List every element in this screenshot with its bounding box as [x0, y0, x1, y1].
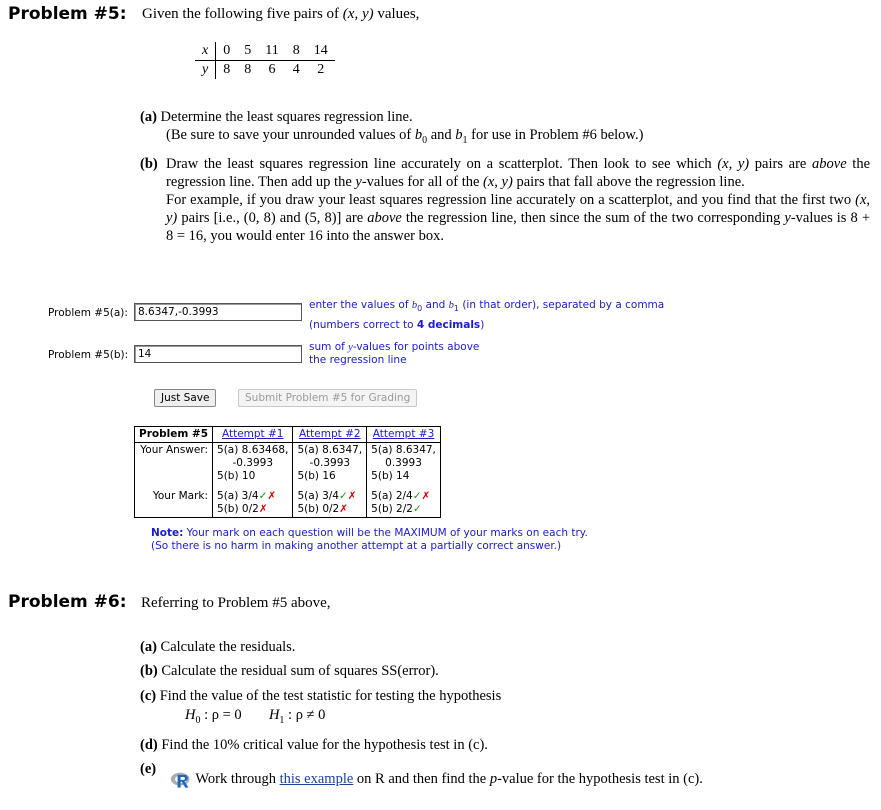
- attempts-note: Note: Your mark on each question will be the MAXIMUM of your marks on each try. (So there is no harm in making another attempt at a partially correct answer.): [151, 527, 588, 552]
- answer-5a-label: Problem #5(a):: [48, 307, 128, 319]
- problem-6-part-a: (a) Calculate the residuals.: [140, 639, 296, 655]
- cross-icon: ✗: [421, 490, 431, 502]
- your-mark-label: Your Mark:: [152, 490, 209, 502]
- r-logo-icon: [170, 771, 192, 789]
- problem-6-heading: Problem #6:: [8, 592, 127, 612]
- problem-6-part-b: (b) Calculate the residual sum of squares SS(error).: [140, 663, 439, 679]
- y-value: 4: [292, 62, 300, 77]
- problem-5-heading: Problem #5:: [8, 4, 127, 24]
- xy-values-table: [195, 42, 335, 79]
- problem-6-part-e-label: (e): [140, 761, 157, 777]
- problem-5-part-b: (b) Draw the least squares regression line accurately on a scatterplot. Then look to see which (x, y) pairs are above the regression line. Then add up the y-values for all of the (x, y) pairs that fall above the regression line. For example, if you draw your least squares regression line accurately on a scatterplot, and you find that the first two (x, y) pairs [i.e., (0, 8) and (5, 8)] are above the regression line, then since the sum of the two corresponding y-values is 8 + 8 = 16, you would enter 16 into the answer box.: [140, 156, 871, 244]
- attempt-1-answer: 5(a) 8.63468, -0.3993 5(b) 10: [213, 443, 293, 485]
- just-save-button[interactable]: Just Save: [154, 389, 216, 407]
- y-value: 2: [317, 62, 325, 77]
- problem-6-intro: Referring to Problem #5 above,: [141, 595, 331, 611]
- check-icon: ✓: [338, 490, 348, 502]
- attempt-2-link[interactable]: Attempt #2: [299, 428, 361, 440]
- attempt-3-answer: 5(a) 8.6347, 0.3993 5(b) 14: [367, 443, 441, 485]
- check-icon: ✓: [412, 490, 422, 502]
- attempt-2-answer: 5(a) 8.6347, -0.3993 5(b) 16: [293, 443, 367, 485]
- check-icon: ✓: [412, 503, 422, 515]
- submit-grading-button[interactable]: Submit Problem #5 for Grading: [238, 389, 417, 407]
- answer-5a-input[interactable]: 8.6347,-0.3993: [134, 303, 302, 321]
- x-label: x: [195, 42, 216, 61]
- x-value: 14: [307, 42, 335, 61]
- cross-icon: ✗: [339, 503, 349, 515]
- y-value: 6: [268, 62, 276, 77]
- attempts-problem-label: Problem #5: [135, 427, 213, 443]
- y-value: 8: [244, 62, 252, 77]
- answer-5b-input[interactable]: 14: [134, 345, 302, 363]
- answer-5b-label: Problem #5(b):: [48, 349, 129, 361]
- x-value: 5: [237, 42, 258, 61]
- x-value: 11: [258, 42, 285, 61]
- check-icon: ✓: [258, 490, 268, 502]
- problem-6-part-d: (d) Find the 10% critical value for the hypothesis test in (c).: [140, 737, 488, 753]
- attempt-3-link[interactable]: Attempt #3: [372, 428, 435, 440]
- problem-6-part-e: Work through this example on R and then find the p-value for the hypothesis test in (c).: [170, 770, 703, 789]
- attempt-3-mark: 5(a) 2/4✓✗ 5(b) 2/2✓: [367, 484, 441, 518]
- x-value: 0: [216, 42, 238, 61]
- attempts-table: [134, 426, 441, 518]
- attempt-2-mark: 5(a) 3/4✓✗ 5(b) 0/2✗: [293, 484, 367, 518]
- y-value: 8: [223, 62, 231, 77]
- attempt-1-mark: 5(a) 3/4✓✗ 5(b) 0/2✗: [213, 484, 293, 518]
- y-label: y: [195, 61, 216, 80]
- problem-5-part-a: (a) Determine the least squares regression line. (Be sure to save your unrounded values of $b_0$ and $b_1$ for use in Problem #6 below.): [140, 109, 644, 146]
- your-answer-label: Your Answer:: [140, 444, 209, 456]
- answer-5b-hint: sum of y-values for points above the regression line: [309, 341, 480, 366]
- answer-5a-hint: enter the values of $b_0$ and $b_1$ (in that order), separated by a comma (numbers correct to 4 decimals): [309, 299, 665, 332]
- this-example-link[interactable]: this example: [279, 771, 354, 787]
- problem-6-part-c: (c) Find the value of the test statistic for testing the hypothesis: [140, 688, 502, 704]
- cross-icon: ✗: [347, 490, 357, 502]
- hypothesis: $H_0$ : ρ = 0 $H_1$ : ρ ≠ 0: [185, 707, 326, 726]
- cross-icon: ✗: [258, 503, 268, 515]
- attempt-1-link[interactable]: Attempt #1: [221, 428, 284, 440]
- cross-icon: ✗: [267, 490, 277, 502]
- problem-5-intro: Given the following five pairs of (x, y) values,: [142, 6, 420, 22]
- x-value: 8: [286, 42, 307, 61]
